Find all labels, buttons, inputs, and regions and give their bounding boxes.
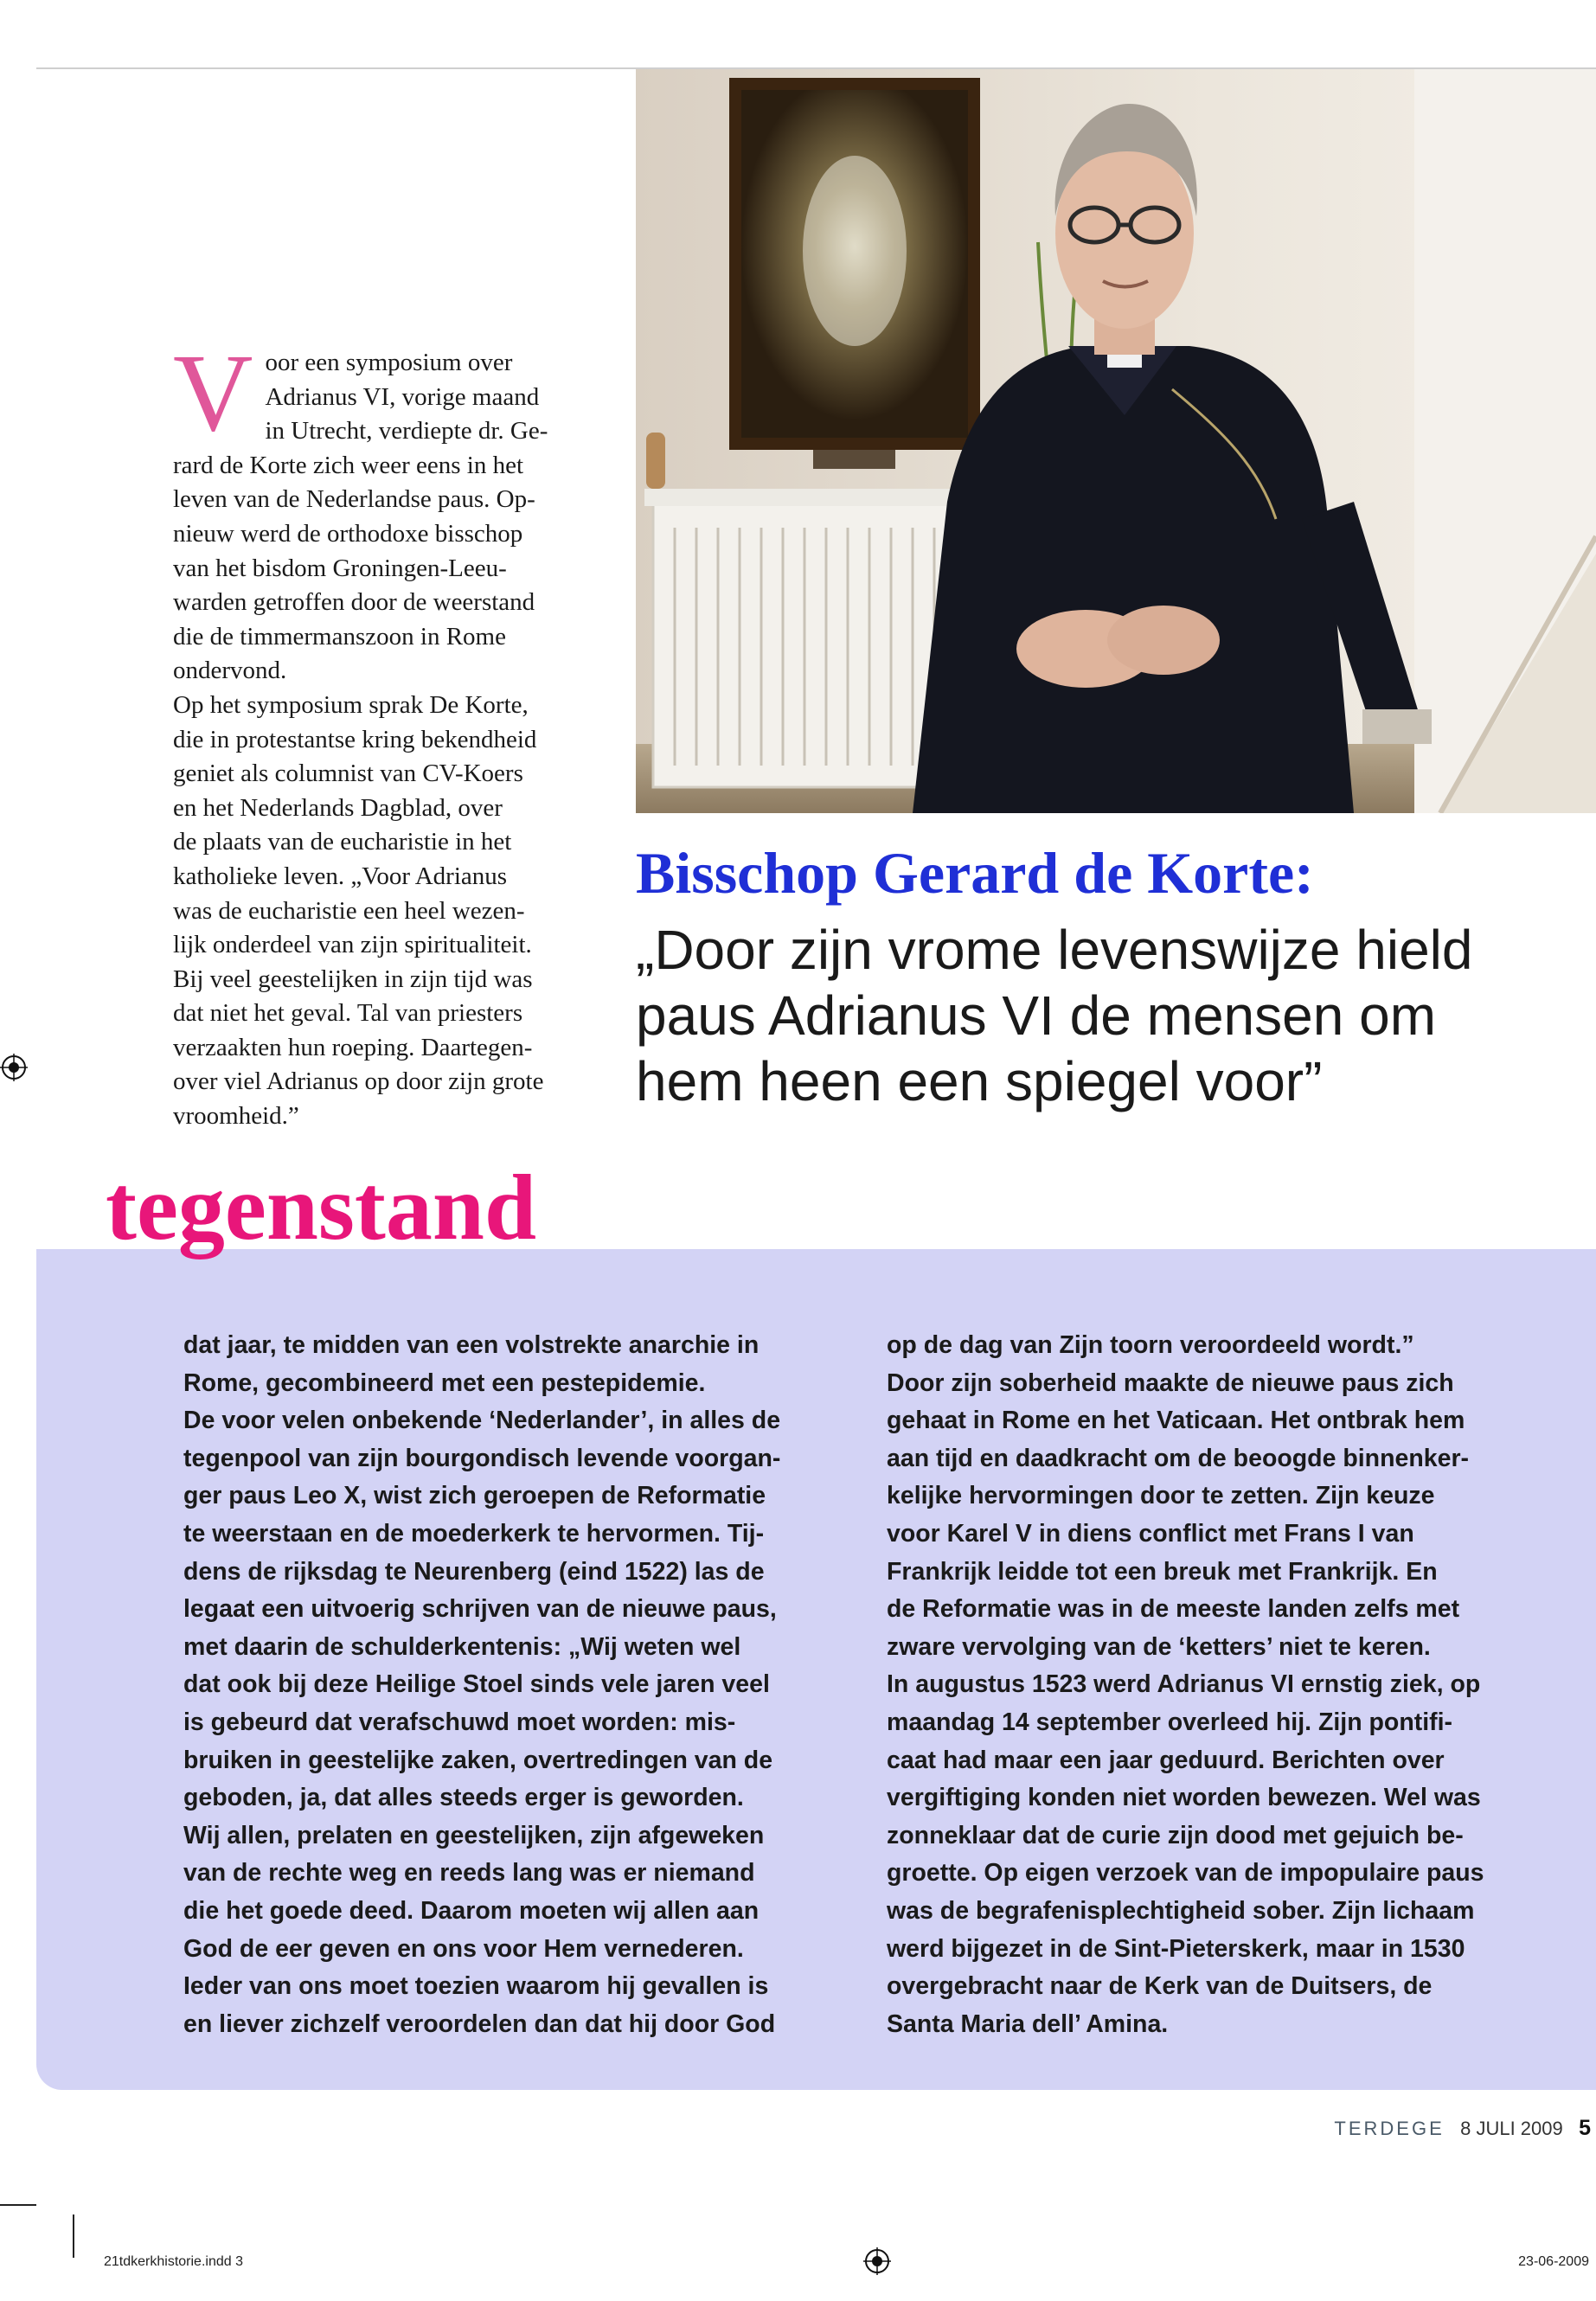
body-line: voor Karel V in diens conflict met Frans I van — [887, 1519, 1414, 1548]
body-line: bruiken in geestelijke zaken, overtredingen van de — [183, 1746, 773, 1774]
body-line: was de begrafenisplechtigheid sober. Zijn lichaam — [887, 1896, 1475, 1925]
intro-line: Bij veel geestelijken in zijn tijd was — [173, 965, 533, 993]
intro-line: en het Nederlands Dagblad, over — [173, 793, 503, 822]
body-line: dat jaar, te midden van een volstrekte anarchie in — [183, 1331, 760, 1359]
body-line: maandag 14 september overleed hij. Zijn pontifi- — [887, 1708, 1453, 1736]
body-line: De voor velen onbekende ‘Nederlander’, in alles de — [183, 1407, 781, 1435]
intro-line: warden getroffen door de weerstand — [173, 588, 535, 617]
body-line: groette. Op eigen verzoek van de impopulaire paus — [887, 1859, 1484, 1888]
body-line: op de dag van Zijn toorn veroordeeld wordt.” — [887, 1331, 1414, 1359]
body-line: werd bijgezet in de Sint-Pieterskerk, maar in 1530 — [887, 1934, 1465, 1963]
body-column-left — [183, 1327, 828, 2043]
body-line: Wij allen, prelaten en geestelijken, zijn afgeweken — [183, 1821, 765, 1849]
headline: Bisschop Gerard de Korte: — [636, 840, 1314, 906]
section-kicker: tegenstand — [106, 1157, 537, 1259]
body-line: te weerstaan en de moederkerk te hervormen. Tij- — [183, 1519, 765, 1548]
intro-line: die in protestantse kring bekendheid — [173, 725, 537, 753]
intro-line: Adrianus VI, vorige maand — [265, 382, 540, 411]
intro-line: Op het symposium sprak De Korte, — [173, 690, 529, 719]
crop-mark — [0, 2204, 36, 2206]
body-line: en liever zichzelf veroordelen dan dat hij door God — [183, 2009, 776, 2038]
intro-line: geniet als columnist van CV-Koers — [173, 760, 523, 788]
body-line: caat had maar een jaar geduurd. Berichten over — [887, 1746, 1445, 1774]
body-line: In augustus 1523 werd Adrianus VI ernstig ziek, op — [887, 1670, 1481, 1699]
body-line: dens de rijksdag te Neurenberg (eind 1522) las de — [183, 1557, 765, 1586]
body-line: Ieder van ons moet toezien waarom hij gevallen is — [183, 1972, 769, 2001]
intro-line: ondervond. — [173, 657, 287, 685]
body-line: Rome, gecombineerd met een pestepidemie. — [183, 1368, 706, 1397]
intro-line: dat niet het geval. Tal van priesters — [173, 999, 523, 1028]
intro-line: oor een symposium over — [265, 349, 513, 376]
body-line: God de eer geven en ons voor Hem vernederen. — [183, 1934, 744, 1963]
body-line: aan tijd en daadkracht om de beoogde binnenker- — [887, 1444, 1470, 1472]
slug-filename: 21tdkerkhistorie.indd 3 — [104, 2254, 243, 2269]
intro-lines — [173, 331, 601, 1134]
crop-mark — [73, 2214, 74, 2258]
registration-mark-icon — [863, 2247, 891, 2275]
intro-line: katholieke leven. „Voor Adrianus — [173, 862, 508, 890]
drop-cap: V — [173, 331, 253, 454]
body-column-right — [887, 1327, 1544, 2043]
intro-line: verzaakten hun roeping. Daartegen- — [173, 1033, 533, 1061]
body-line: die het goede deed. Daarom moeten wij allen aan — [183, 1896, 760, 1925]
body-line: van de rechte weg en reeds lang was er niemand — [183, 1859, 755, 1888]
intro-line: van het bisdom Groningen-Leeu- — [173, 554, 507, 582]
body-line: is gebeurd dat verafschuwd moet worden: mis- — [183, 1708, 736, 1736]
intro-line: was de eucharistie een heel wezen- — [173, 896, 525, 925]
registration-mark-icon — [0, 1054, 28, 1081]
intro-line: in Utrecht, verdiepte dr. Ge- — [265, 417, 548, 445]
intro-line: lijk onderdeel van zijn spiritualiteit. — [173, 931, 532, 959]
body-line: tegenpool van zijn bourgondisch levende voorgan- — [183, 1444, 781, 1472]
body-line: overgebracht naar de Kerk van de Duitsers, de — [887, 1972, 1433, 2001]
body-line: Santa Maria dell’ Amina. — [887, 2009, 1169, 2038]
body-line: Door zijn soberheid maakte de nieuwe paus zich — [887, 1368, 1454, 1397]
intro-text — [173, 331, 601, 1134]
intro-line: die de timmermanszoon in Rome — [173, 622, 506, 651]
body-line: vergiftiging konden niet worden bewezen. Wel was — [887, 1784, 1481, 1812]
quote-line: paus Adrianus VI de mensen om — [636, 984, 1436, 1047]
page-footer — [1334, 2116, 1591, 2141]
body-line: kelijke hervormingen door te zetten. Zijn keuze — [887, 1482, 1435, 1510]
body-line: ger paus Leo X, wist zich geroepen de Reformatie — [183, 1482, 766, 1510]
quote-line: „Door zijn vrome levenswijze hield — [636, 919, 1473, 981]
intro-line: vroomheid.” — [173, 1102, 299, 1131]
slug-date: 23-06-2009 — [1518, 2254, 1589, 2269]
body-line: geboden, ja, dat alles steeds erger is geworden. — [183, 1784, 744, 1812]
body-line: gehaat in Rome en het Vaticaan. Het ontbrak hem — [887, 1407, 1465, 1435]
intro-line: rard de Korte zich weer eens in het — [173, 451, 523, 479]
footer-date: 8 JULI 2009 — [1460, 2118, 1563, 2139]
body-line: dat ook bij deze Heilige Stoel sinds vele jaren veel — [183, 1670, 770, 1699]
intro-line: nieuw werd de orthodoxe bisschop — [173, 519, 523, 548]
pull-quote — [636, 917, 1587, 1114]
body-line: zonneklaar dat de curie zijn dood met gejuich be- — [887, 1821, 1464, 1849]
intro-line: de plaats van de eucharistie in het — [173, 828, 512, 856]
bishop-photo — [636, 69, 1596, 813]
quote-line: hem heen een spiegel voor” — [636, 1050, 1323, 1112]
intro-line: leven van de Nederlandse paus. Op- — [173, 485, 535, 514]
footer-brand: TERDEGE — [1334, 2118, 1445, 2139]
body-line: zware vervolging van de ‘ketters’ niet te keren. — [887, 1632, 1431, 1661]
intro-line: over viel Adrianus op door zijn grote — [173, 1067, 544, 1096]
body-line: met daarin de schulderkentenis: „Wij weten wel — [183, 1632, 741, 1661]
body-line: Frankrijk leidde tot een breuk met Frankrijk. En — [887, 1557, 1438, 1586]
body-line: legaat een uitvoerig schrijven van de nieuwe paus, — [183, 1595, 777, 1624]
body-line: de Reformatie was in de meeste landen zelfs met — [887, 1595, 1460, 1624]
footer-page-number: 5 — [1579, 2116, 1591, 2140]
